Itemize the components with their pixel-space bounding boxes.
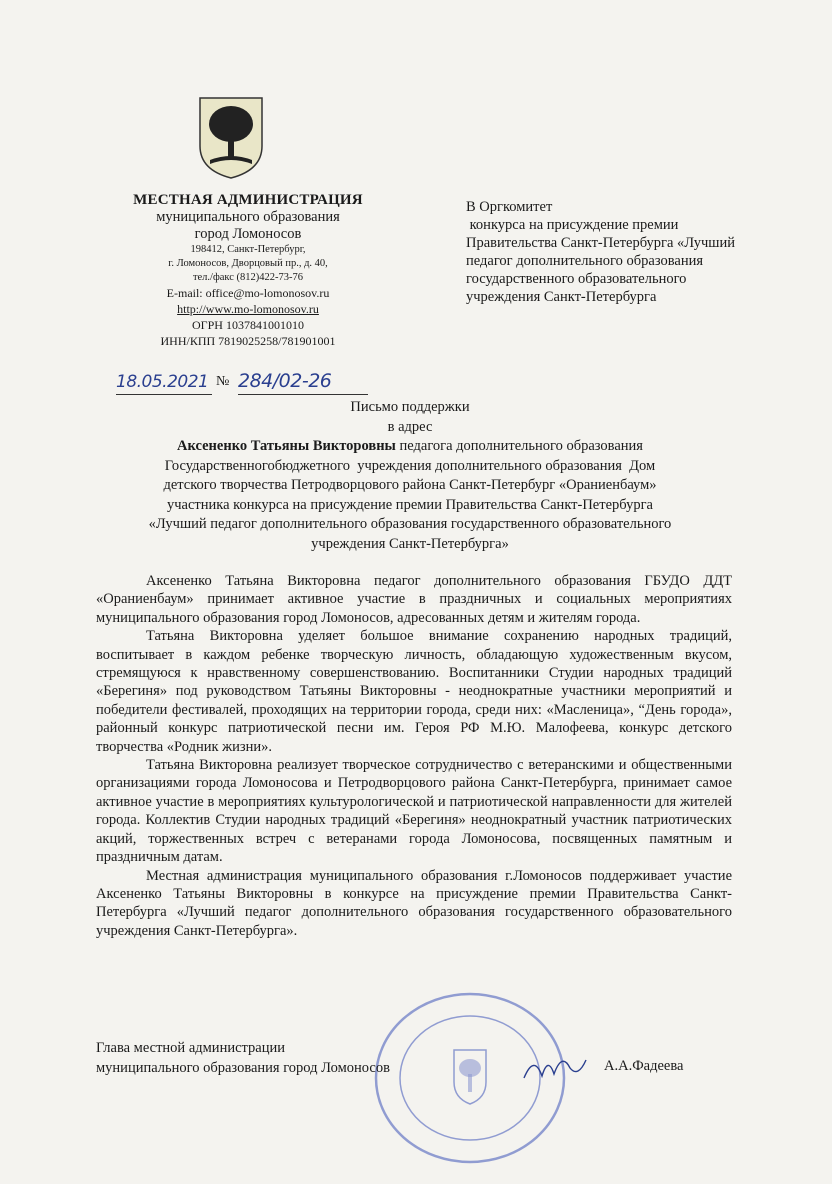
recipient-line: Правительства Санкт-Петербурга «Лучший bbox=[466, 235, 735, 251]
recipient-line: педагог дополнительного образования bbox=[466, 253, 704, 269]
coat-of-arms-icon bbox=[196, 94, 266, 180]
inn-kpp: ИНН/КПП 7819025258/781901001 bbox=[160, 334, 336, 348]
heading-line: учреждения Санкт-Петербурга» bbox=[311, 535, 509, 552]
website-link[interactable]: http://www.mo-lomonosov.ru bbox=[177, 302, 319, 316]
heading-address: в адрес bbox=[387, 418, 433, 435]
admin-title: МЕСТНАЯ АДМИНИСТРАЦИЯ bbox=[133, 192, 363, 208]
paragraph-1: Аксененко Татьяна Викторовна педагог дополнительного образования ГБУДО ДДТ «Ораниенбаум» принимает активное участие в праздничных и социальных мероприятиях муниципального образования город Ломоносов, адресованных детям и жителям города. bbox=[96, 573, 732, 626]
number-sign: № bbox=[216, 374, 230, 389]
number-underline bbox=[238, 394, 368, 395]
admin-header bbox=[100, 192, 396, 349]
recipient-line: учреждения Санкт-Петербурга bbox=[466, 289, 657, 305]
registration-line bbox=[116, 370, 416, 400]
admin-subtitle-1: муниципального образования bbox=[156, 209, 340, 225]
recipient-line: конкурса на присуждение премии bbox=[466, 217, 679, 233]
heading-line: «Лучший педагог дополнительного образования государственного образовательного bbox=[148, 516, 672, 532]
paragraph-2: Татьяна Викторовна уделяет большое внимание сохранению народных традиций, воспитывает в каждом ребенке творческую личность, обладающую художественным вкусом, стремящуюся к нравственному совершенствованию. Воспитанники Студии народных традиций «Берегиня» под руководством Татьяны Викторовны - неоднократные участники мероприятий и победители фестивалей, проходящих на территории города, среди них: «Масленица», “День города», районный конкурс патриотической песни им. Героя РФ М.Ю. Малофеева, конкурс детского творчества «Родник жизни». bbox=[96, 628, 732, 755]
subject-name: Аксененко Татьяны Викторовны bbox=[177, 438, 396, 454]
signatory-title-1: Глава местной администрации bbox=[96, 1040, 286, 1056]
phone-fax: тел./факс (812)422-73-76 bbox=[192, 272, 304, 283]
recipient-block bbox=[466, 198, 796, 306]
signatory-name: А.А.Фадеева bbox=[604, 1058, 684, 1074]
handwritten-date: 18.05.2021 bbox=[116, 372, 209, 392]
recipient-line: государственного образовательного bbox=[466, 271, 687, 287]
date-underline bbox=[116, 394, 212, 395]
ogrn: ОГРН 1037841001010 bbox=[192, 318, 304, 332]
admin-subtitle-2: город Ломоносов bbox=[194, 226, 302, 242]
handwritten-number: 284/02-26 bbox=[238, 370, 332, 392]
subject-role: педагога дополнительного образования bbox=[395, 438, 643, 454]
letter-body bbox=[96, 572, 732, 940]
heading-subject bbox=[90, 437, 730, 457]
heading-title: Письмо поддержки bbox=[350, 399, 470, 415]
signatory-title-2: муниципального образования город Ломоносов bbox=[96, 1060, 390, 1076]
email: E-mail: office@mo-lomonosov.ru bbox=[166, 286, 330, 300]
recipient-line: В Оргкомитет bbox=[466, 199, 553, 215]
heading-line: детского творчества Петродворцового района Санкт-Петербург «Ораниенбаум» bbox=[163, 477, 657, 493]
paragraph-4: Местная администрация муниципального образования г.Ломоносов поддерживает участие Аксененко Татьяны Викторовны в конкурсе на присуждение премии Правительства Санкт- Петербурга «Лучший педагог дополнительного образования государственного образовательного учреждения Санкт-Петербурга». bbox=[96, 867, 732, 939]
heading-line: Государственногобюджетного учреждения дополнительного образования Дом bbox=[164, 457, 656, 474]
heading-line: участника конкурса на присуждение премии Правительства Санкт-Петербурга bbox=[167, 496, 653, 513]
address-line-2: г. Ломоносов, Дворцовый пр., д. 40, bbox=[168, 258, 328, 269]
letter-heading bbox=[90, 398, 730, 554]
paragraph-3: Татьяна Викторовна реализует творческое сотрудничество с ветеранскими и общественными организациями города Ломоносова и Петродворцового района Санкт-Петербурга, принимает самое активное участие в мероприятиях культурологической и патриотической направленности для жителей города. Коллектив Студии народных традиций «Берегиня» неоднократный участник патриотических акций, торжественных встреч с ветеранами города Ломоносова, посвященных памятным и праздничным датам. bbox=[96, 757, 732, 866]
address-line-1: 198412, Санкт-Петербург, bbox=[190, 244, 306, 255]
